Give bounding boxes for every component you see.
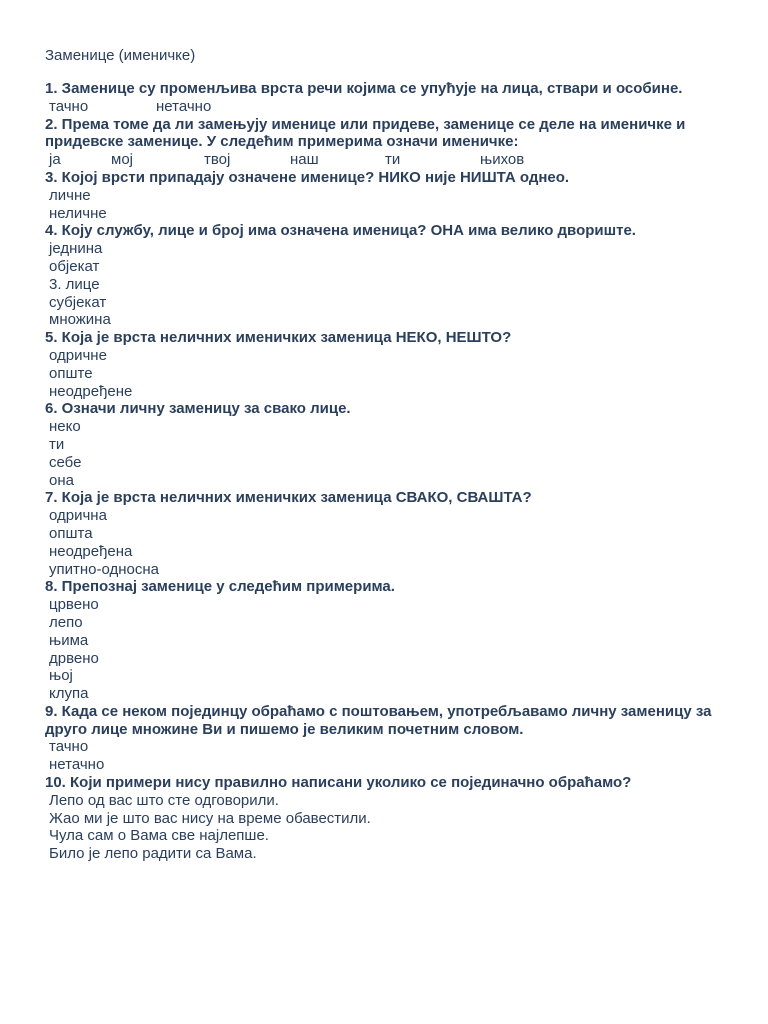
question-4: 4. Коју службу, лице и број има означена именица? ОНА има велико двориште. bbox=[45, 222, 636, 240]
answer-option[interactable]: њој bbox=[49, 667, 73, 685]
answer-option[interactable]: Лепо од вас што сте одговорили. bbox=[49, 791, 279, 809]
answer-option[interactable]: клупа bbox=[49, 685, 89, 703]
answer-option[interactable]: нетачно bbox=[49, 756, 105, 774]
answer-option[interactable]: 3. лице bbox=[49, 275, 100, 293]
answer-option[interactable]: упитно-односна bbox=[49, 560, 160, 578]
answer-option[interactable]: општа bbox=[49, 524, 93, 542]
answer-option[interactable]: Жао ми је што вас нису на време обавестили. bbox=[49, 809, 371, 827]
answer-option[interactable]: лепо bbox=[49, 613, 83, 631]
question-6-options bbox=[45, 418, 728, 489]
answer-option[interactable]: неко bbox=[49, 418, 81, 436]
answer-option[interactable]: неличне bbox=[49, 204, 107, 222]
question-9-options bbox=[45, 738, 728, 774]
answer-option[interactable]: опште bbox=[49, 364, 93, 382]
question-1: 1. Заменице су променљива врста речи којима се упућује на лица, ствари и особине. bbox=[45, 80, 683, 97]
question-8-options bbox=[45, 596, 728, 703]
answer-option[interactable]: њихов bbox=[480, 151, 525, 169]
question-7: 7. Која је врста неличних именичких заменица СВАКО, СВАШТА? bbox=[45, 489, 532, 507]
answer-option[interactable]: нетачно bbox=[156, 97, 212, 115]
answer-option[interactable]: тачно bbox=[49, 738, 89, 756]
answer-option[interactable]: ја bbox=[49, 151, 61, 169]
answer-option[interactable]: одричне bbox=[49, 346, 107, 364]
answer-option[interactable]: њима bbox=[49, 631, 89, 649]
answer-option[interactable]: једнина bbox=[49, 240, 103, 258]
answer-option[interactable]: ти bbox=[49, 435, 65, 453]
answer-option[interactable]: дрвено bbox=[49, 649, 99, 667]
question-3: 3. Којој врсти припадају означене именице? НИКО није НИШТА однео. bbox=[45, 168, 570, 186]
question-3-options bbox=[45, 187, 728, 223]
question-2: 2. Према томе да ли замењују именице или придеве, заменице се деле на именичке и придевске заменице. У следећим примерима означи именичке: bbox=[45, 115, 686, 151]
answer-option[interactable]: црвено bbox=[49, 596, 99, 614]
answer-option[interactable]: наш bbox=[290, 151, 319, 169]
question-6: 6. Означи личну заменицу за свако лице. bbox=[45, 400, 351, 418]
question-1-options bbox=[45, 98, 728, 116]
question-2-options bbox=[45, 151, 728, 169]
answer-option[interactable]: неодређене bbox=[49, 382, 133, 400]
answer-option[interactable]: Било је лепо радити са Вама. bbox=[49, 845, 257, 863]
answer-option[interactable]: твој bbox=[204, 151, 231, 169]
question-5: 5. Која је врста неличних именичких заменица НЕКО, НЕШТО? bbox=[45, 329, 512, 347]
question-10: 10. Који примери нису правилно написани уколико се појединачно обраћамо? bbox=[45, 774, 632, 792]
answer-option[interactable]: она bbox=[49, 471, 74, 489]
question-5-options bbox=[45, 347, 728, 400]
answer-option[interactable]: себе bbox=[49, 453, 82, 471]
document-title: Заменице (именичке) bbox=[45, 47, 196, 64]
answer-option[interactable]: Чула сам о Вама све најлепше. bbox=[49, 827, 269, 845]
answer-option[interactable]: неодређена bbox=[49, 542, 133, 560]
question-9: 9. Када се неком појединцу обраћамо с поштовањем, употребљавамо личну заменицу за друго лице множине Ви и пишемо је великим почетним словом. bbox=[45, 702, 712, 738]
answer-option[interactable]: одрична bbox=[49, 507, 107, 525]
answer-option[interactable]: ти bbox=[385, 151, 401, 169]
answer-option[interactable]: објекат bbox=[49, 257, 100, 275]
question-8: 8. Препознај заменице у следећим примерима. bbox=[45, 578, 395, 596]
answer-option[interactable]: мој bbox=[111, 151, 133, 169]
question-7-options bbox=[45, 507, 728, 578]
answer-option[interactable]: субјекат bbox=[49, 293, 107, 311]
option-row bbox=[49, 98, 728, 116]
question-list bbox=[45, 80, 728, 863]
option-row bbox=[49, 151, 728, 169]
answer-option[interactable]: тачно bbox=[49, 97, 89, 115]
answer-option[interactable]: личне bbox=[49, 186, 91, 204]
answer-option[interactable]: множина bbox=[49, 311, 111, 329]
question-10-options bbox=[45, 792, 728, 863]
question-4-options bbox=[45, 240, 728, 329]
